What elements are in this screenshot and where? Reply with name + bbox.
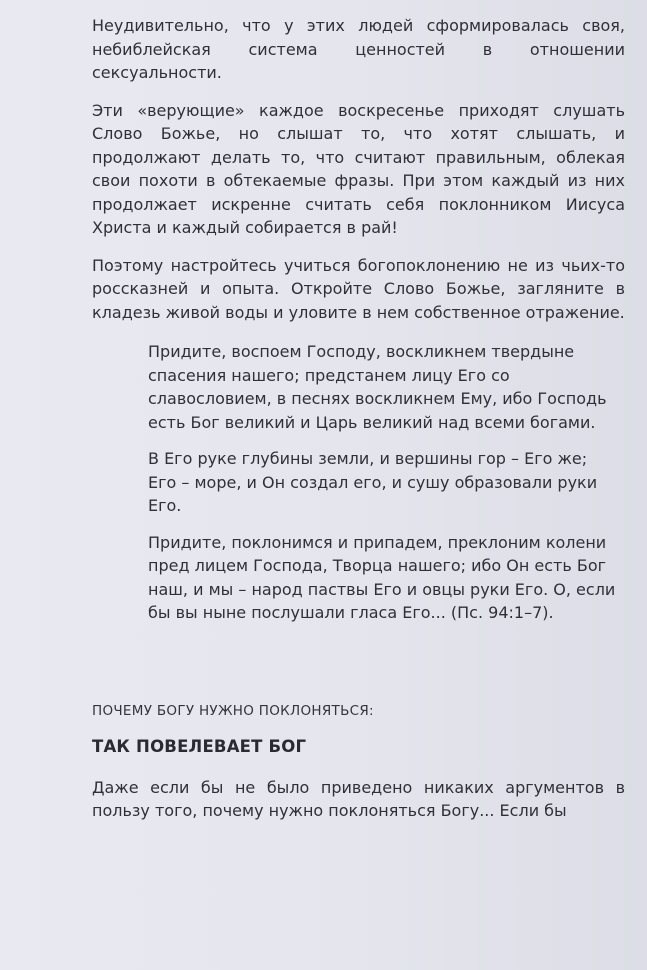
- quote-paragraph: Придите, воспоем Господу, воскликнем твердыне спасения нашего; предстанем лицу Его со славословием, в песнях воскликнем Ему, ибо Господь есть Бог великий и Царь великий над всеми богами.: [148, 342, 607, 432]
- paragraph: Эти «верующие» каждое воскресенье приходят слушать Слово Божье, но слышат то, что хотят слышать, и продолжают делать то, что считают правильным, облекая свои похоти в обтекаемые фразы. При этом каждый из них продолжает искренне считать себя поклонником Иисуса Христа и каждый собирается в рай!: [92, 100, 625, 237]
- section-heading: ТАК ПОВЕЛЕВАЕТ БОГ: [92, 736, 307, 756]
- section-label: ПОЧЕМУ БОГУ НУЖНО ПОКЛОНЯТЬСЯ:: [92, 702, 374, 719]
- scripture-quote: [148, 340, 618, 625]
- paragraph: Поэтому настройтесь учиться богопоклонению не из чьих-то россказней и опыта. Откройте Слово Божье, загляните в кладезь живой воды и уловите в нем собственное отражение.: [92, 255, 625, 322]
- quote-paragraph: В Его руке глубины земли, и вершины гор – Его же; Его – море, и Он создал его, и сушу образовали руки Его.: [148, 449, 598, 515]
- page-content: [92, 14, 625, 837]
- paragraph: Даже если бы не было приведено никаких аргументов в пользу того, почему нужно поклоняться Богу... Если бы: [92, 777, 625, 820]
- quote-paragraph: Придите, поклонимся и припадем, преклоним колени пред лицем Господа, Творца нашего; ибо Он есть Бог наш, и мы – народ паствы Его и овцы руки Его. О, если бы вы ныне послушали гласа Его... (Пс. 94:1–7).: [148, 532, 616, 622]
- paragraph: Неудивительно, что у этих людей сформировалась своя, небиблейская система ценностей в отношении сексуальности.: [92, 16, 625, 82]
